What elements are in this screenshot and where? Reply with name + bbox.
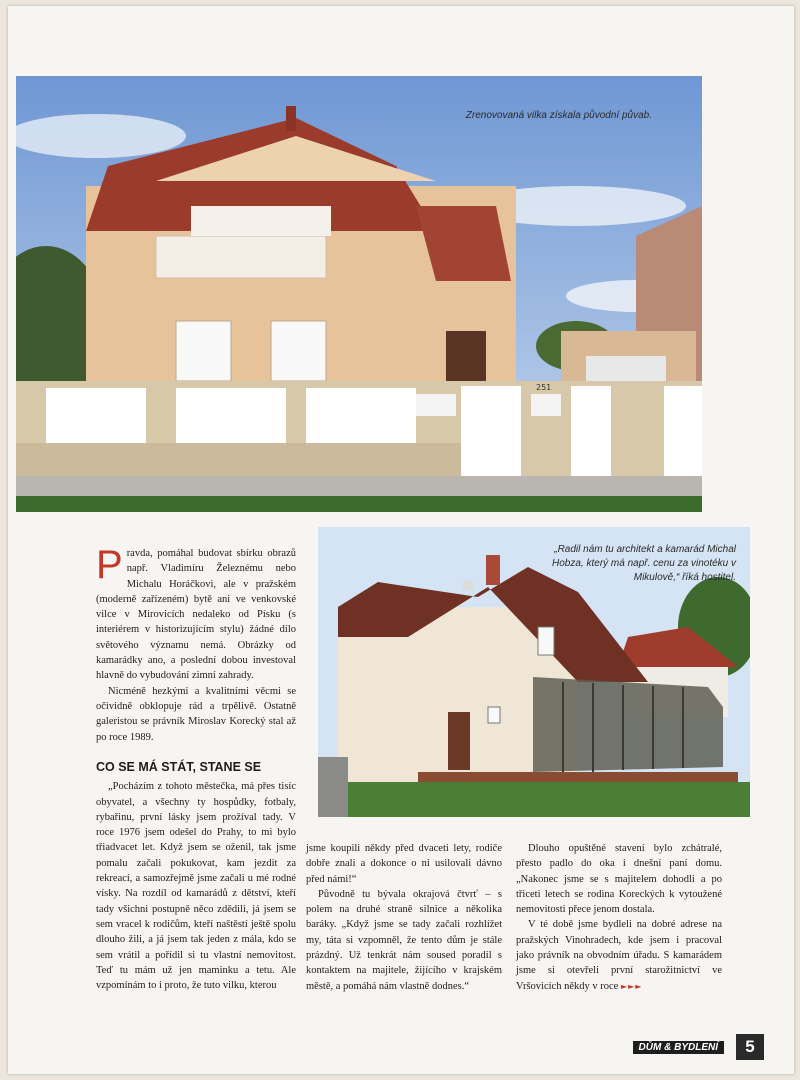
article-paragraph: jsme koupili někdy před dvaceti lety, rodiče dobře znali a dokonce o ni usilovali dávno před námi!“ [306,843,502,885]
article-column-3 [516,841,722,994]
house-number: 251 [536,383,552,392]
article-paragraph: Nicméně hezkými a kvalitními věcmi se očividně obklopuje rád a trpělivě. Ostatně galeristou se právník Miroslav Korecký stal až po roce 1989. [96,685,296,743]
article-paragraph: V té době jsme bydleli na dobré adrese na pražských Vinohradech, kde jsem i pracoval jako právník na obvodním úřadu. S kamarádem jsme si otevřeli první starožitnictví ve Vršovicích někdy v roce ►►► [516,919,722,992]
article-paragraph: Dlouho opuštěné stavení bylo zchátralé, přesto padlo do oka i dnešní paní domu. „Nakonec jsme se s majitelem dohodli a po třiceti letech se rodina Koreckých k vytoužené nemovitosti přece jenom dostala. [516,843,722,916]
photo-mid-caption: „Radil nám tu architekt a kamarád Michal Hobza, který má např. cenu za vinotéku v Mikulově,“ říká hostitel. [552,544,736,583]
magazine-name: DŮM & BYDLENÍ [633,1041,724,1054]
continue-arrows-icon: ►►► [620,981,643,991]
page-number: 5 [736,1034,764,1060]
section-heading: CO SE MÁ STÁT, STANE SE [96,760,262,774]
magazine-page [8,6,794,1074]
article-paragraph: Původně tu bývala okrajová čtvrť – s polem na druhé straně silnice a několika baráky. „Když jsme se tady začali rozhlížet my, táta si vzpomněl, že tento dům je stále prázdný. Už tenkrát nám soused poradil s kontaktem na majitele, žijícího v krajském městě, a pomáhá nám vlastně dodnes.“ [306,888,502,992]
winter-garden-photo [318,527,750,817]
article-column-2 [306,841,502,994]
article-column-1 [96,543,296,745]
article-column-1-lower [96,754,296,993]
drop-cap: P [96,543,123,587]
article-paragraph: „Pocházím z tohoto městečka, má přes tisíc obyvatel, a všechny ty hospůdky, fotbaly, rybařinu, první lásky jsem prožíval tady. V roce 1976 jsem odešel do Prahy, to mi bylo třiadvacet let. Když jsem se oženil, tak jsme pomalu začali pokukovat, kam jezdit za rekreací, a samozřejmě jsme začali u mé rodné vísky. Na rozdíl od kamarádů z dětství, kteří tady všichni postupně něco zdědili, já jsem se sem vracel k rodičům, kteří naštěstí ještě spolu dlouho žili, a já jsem tak jeden z mála, kdo se sem vrátil a pořídil si tu vlastní nemovitost. Teď tu mám už jen maminku a tetu. Ale vzpomínám to i proto, že tuto vilku, kterou [96,781,296,992]
photo-top-caption: Zrenovovaná vilka získala původní půvab. [465,110,652,121]
article-paragraph: Pravda, pomáhal budovat sbírku obrazů např. Vladimíru Železnému nebo Michalu Horáčkovi, ale v pražském (moderně zařízeném) bytě ani ve venkovské vilce v Mirovicích nedaleko od Písku (s interiérem v historizujícím stylu) žádné dílo světového významu nemá. Obrázky od kamarádky ano, a poslední dobou investoval hlavně do vybudování zimní zahrady. [96,543,296,682]
villa-photo [16,76,702,512]
